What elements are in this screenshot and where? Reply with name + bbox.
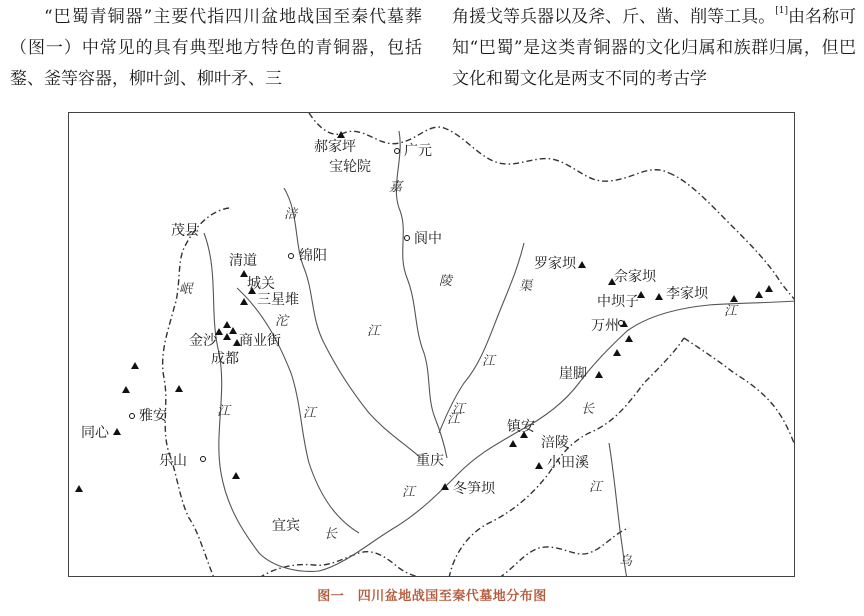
label-chengdu: 成都 <box>211 351 239 367</box>
city-marker-leshan <box>201 457 206 462</box>
river-label-chang-1: 长 <box>324 527 338 542</box>
river-label-qu: 渠 <box>519 279 533 294</box>
site-marker-yajiao <box>595 371 603 378</box>
label-dongsunba: 冬笋坝 <box>453 481 495 497</box>
label-shejiaba: 佘家坝 <box>614 269 656 285</box>
border-east <box>684 338 795 448</box>
label-xiaotianxi: 小田溪 <box>547 455 589 471</box>
city-marker-mianyang <box>289 254 294 259</box>
figure-caption: 图一 四川盆地战国至秦代墓地分布图 <box>317 589 547 604</box>
article-left-column <box>10 2 422 95</box>
river-label-qu-jiang: 江 <box>482 354 496 369</box>
label-langzhong: 阆中 <box>414 231 442 247</box>
river-label-fu-jiang: 江 <box>367 324 381 339</box>
site-marker-jinsha-3 <box>223 333 231 340</box>
label-chengguan: 城关 <box>247 276 275 292</box>
site-marker-e1 <box>613 349 621 356</box>
river-label-jiang-4: 江 <box>452 402 466 417</box>
river-label-wu: 乌 <box>619 554 633 569</box>
site-marker-xiaotianxi <box>535 462 543 469</box>
site-marker-sanxingdui <box>240 298 248 305</box>
paragraph-continued <box>452 2 856 95</box>
site-marker-jinsha-2 <box>229 327 237 334</box>
label-maoxian: 茂县 <box>171 223 199 239</box>
river-label-jiang-2: 江 <box>589 480 603 495</box>
river-label-min: 岷 <box>179 282 193 297</box>
river-label-jia: 嘉 <box>389 180 403 195</box>
city-marker-guangyuan <box>395 149 400 154</box>
site-marker-zhenan <box>509 440 517 447</box>
site-marker-e5 <box>765 285 773 292</box>
site-marker-sw <box>75 485 83 492</box>
site-marker-ya-b <box>122 386 130 393</box>
river-tuo <box>237 288 359 533</box>
label-zhongbazi: 中坝子 <box>597 294 639 310</box>
border-west <box>163 208 229 577</box>
label-mianyang: 绵阳 <box>299 248 327 264</box>
river-jialing <box>396 131 447 458</box>
river-label-chang-2: 长 <box>581 402 595 417</box>
label-yibin: 宜宾 <box>272 518 300 534</box>
label-baolunyuan: 宝轮院 <box>329 159 371 175</box>
border-northeast <box>669 173 795 301</box>
site-marker-e2 <box>625 335 633 342</box>
label-chongqing: 重庆 <box>416 453 444 469</box>
paragraph-text: “巴蜀青铜器”主要代指四川盆地战国至秦代墓葬（图一）中常见的具有典型地方特色的青铜器，包括鍪、釜等容器，柳叶剑、柳叶矛、三 <box>10 7 422 89</box>
label-shangyejie: 商业街 <box>239 333 281 349</box>
river-label-tuo: 沱 <box>275 314 289 329</box>
label-yaan: 雅安 <box>139 408 167 424</box>
site-marker-ya-c <box>175 385 183 392</box>
rivers <box>204 131 795 577</box>
river-label-ling: 陵 <box>439 274 453 289</box>
city-marker-yaan <box>130 414 135 419</box>
site-marker-luojiaba <box>578 261 586 268</box>
city-marker-langzhong <box>405 236 410 241</box>
distribution-map <box>68 112 795 577</box>
river-label-min-jiang: 江 <box>217 404 231 419</box>
border-south-1 <box>259 552 429 577</box>
label-guangyuan: 广元 <box>404 143 432 159</box>
paragraph-text-a: 角援戈等兵器以及斧、斤、凿、削等工具。 <box>452 7 776 27</box>
river-label-tuo-jiang: 江 <box>303 406 317 421</box>
river-label-jialing-jiang: 江 <box>447 412 461 427</box>
river-label-jiang-3: 江 <box>724 304 738 319</box>
site-marker-haojiaping <box>337 131 345 138</box>
label-jinsha: 金沙 <box>189 333 217 349</box>
site-marker-ya-a <box>131 362 139 369</box>
site-marker-e4 <box>755 291 763 298</box>
river-label-jiang-1: 江 <box>402 485 416 500</box>
river-labels <box>179 180 739 569</box>
label-haojiaping: 郝家坪 <box>314 139 356 155</box>
label-luojiaba: 罗家坝 <box>534 256 576 272</box>
river-label-fu: 涪 <box>284 207 298 222</box>
label-fuling: 涪陵 <box>541 435 569 451</box>
label-yajiao: 崖脚 <box>559 366 587 382</box>
label-wanzhou: 万州 <box>591 318 619 334</box>
site-marker-lijiaba <box>655 293 663 300</box>
site-marker-e3 <box>730 295 738 302</box>
label-sanxingdui: 三星堆 <box>257 292 299 308</box>
city-marker-wanzhou-c <box>619 321 624 326</box>
site-marker-tongxin <box>113 428 121 435</box>
site-markers <box>75 131 773 492</box>
label-leshan: 乐山 <box>159 453 187 469</box>
site-marker-jinsha-1 <box>223 321 231 328</box>
border-south-2 <box>499 528 629 577</box>
article-right-column <box>452 2 856 95</box>
map-svg <box>69 113 795 577</box>
label-lijiaba: 李家坝 <box>666 286 708 302</box>
site-marker-leshan-s <box>232 472 240 479</box>
label-qingdao: 清道 <box>229 253 257 269</box>
paragraph-text-b: 由名称可知“巴蜀”是这类青铜器的文化归属和族群归属，但巴文化和蜀文化是两支不同的考古学 <box>452 7 857 89</box>
footnote-reference[interactable]: [1] <box>775 6 788 17</box>
label-tongxin: 同心 <box>81 425 109 441</box>
label-zhenan: 镇安 <box>507 419 535 435</box>
city-markers <box>130 149 624 462</box>
